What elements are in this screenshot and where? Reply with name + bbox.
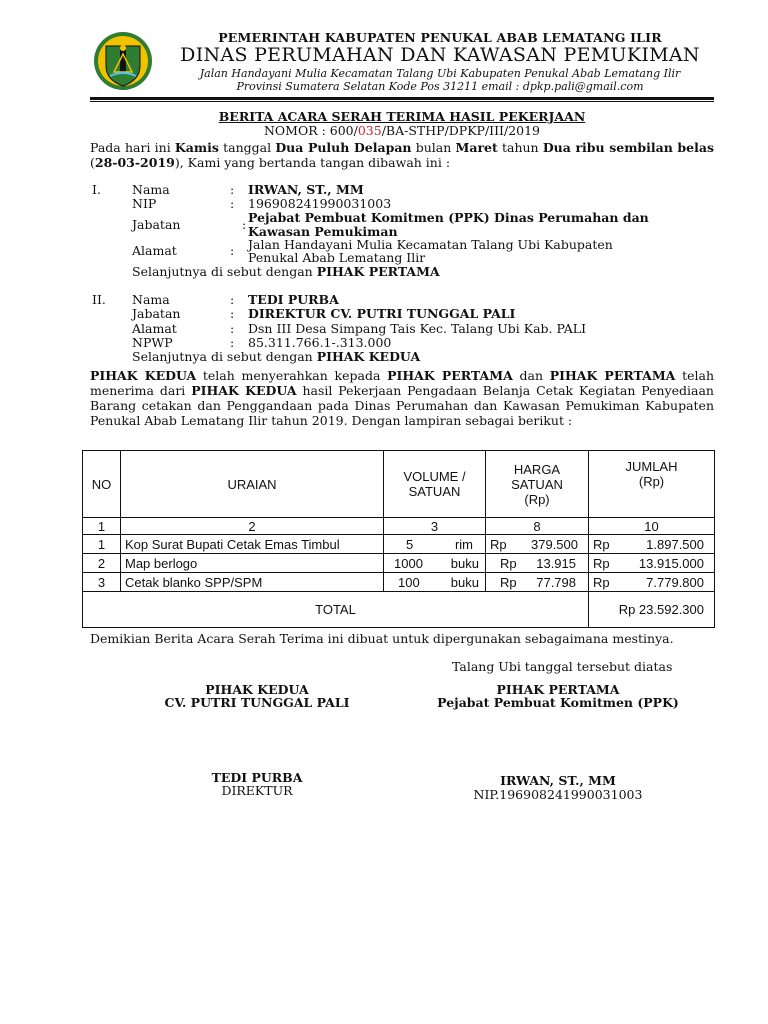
document-number	[90, 123, 714, 138]
row-volume	[384, 554, 486, 573]
sign-right-nip: NIP.196908241990031003	[473, 787, 643, 802]
sign-left-name: TEDI PURBA	[211, 770, 303, 785]
row-jumlah	[589, 554, 715, 573]
row-harga-value: 13.915	[536, 555, 576, 571]
column-number: 2	[121, 518, 384, 535]
row-unit: rim	[454, 536, 473, 552]
colon: :	[230, 292, 235, 307]
document-title: BERITA ACARA SERAH TERIMA HASIL PEKERJAAN	[218, 109, 586, 124]
currency: Rp	[593, 574, 610, 590]
number-suffix: /BA-STHP/DPKP/III/2019	[381, 123, 541, 138]
column-number-row	[83, 518, 715, 535]
header-jumlah-line: JUMLAH	[625, 459, 678, 474]
column-number: 10	[589, 518, 715, 535]
header-harga-line: HARGA	[513, 461, 561, 477]
row-jumlah-value: 1.897.500	[646, 536, 704, 552]
row-harga-value: 379.500	[531, 536, 578, 552]
text: Pada hari ini	[90, 140, 175, 155]
row-jumlah	[589, 535, 715, 554]
text: tahun	[497, 140, 543, 155]
regency-shield-emblem-icon	[92, 30, 154, 92]
text: tanggal	[218, 140, 276, 155]
text: Selanjutnya di sebut dengan	[132, 264, 317, 279]
handover-paragraph	[90, 368, 714, 428]
row-harga	[486, 554, 589, 573]
party-1-jabatan-1: Pejabat Pembuat Komitmen (PPK) Dinas Perumahan dan	[248, 210, 649, 225]
row-jumlah	[589, 573, 715, 592]
letterhead-address-2	[170, 80, 710, 93]
header-harga	[486, 451, 589, 518]
header-jumlah-line: (Rp)	[638, 474, 665, 489]
colon: :	[230, 306, 235, 321]
email-link[interactable]: dpkp.pali@gmail.com	[522, 80, 644, 93]
number-highlight: 035	[357, 123, 382, 138]
party-1-nip: 196908241990031003	[248, 196, 392, 211]
letterhead-rule-thin	[90, 101, 714, 102]
text: ), Kami yang bertanda tangan dibawah ini :	[174, 155, 451, 170]
party-1-designation	[132, 264, 440, 279]
currency: Rp	[490, 536, 507, 552]
total-value: Rp 23.592.300	[589, 592, 715, 628]
party-2-jabatan: DIREKTUR CV. PUTRI TUNGGAL PALI	[248, 306, 516, 321]
row-uraian: Kop Surat Bupati Cetak Emas Timbul	[121, 535, 384, 554]
place-date: Talang Ubi tanggal tersebut diatas	[452, 659, 673, 674]
sign-left-title: PIHAK KEDUA	[205, 682, 309, 697]
row-harga	[486, 573, 589, 592]
row-uraian: Cetak blanko SPP/SPM	[121, 573, 384, 592]
text: telah menerima dari	[90, 368, 715, 398]
party-1-jabatan-label: Jabatan	[132, 217, 181, 232]
letterhead-rule-thick	[90, 97, 714, 100]
day: Kamis	[174, 140, 219, 155]
party-1-nama: IRWAN, ST., MM	[248, 182, 364, 197]
text: Selanjutnya di sebut dengan	[132, 349, 317, 364]
party-2-npwp-label: NPWP	[132, 335, 173, 350]
table-row	[83, 573, 715, 592]
row-no: 1	[83, 535, 121, 554]
text: (	[90, 155, 95, 170]
header-volume-line: SATUAN	[408, 484, 461, 499]
colon: :	[230, 196, 235, 211]
party-1-role: PIHAK PERTAMA	[316, 264, 440, 279]
party-2-alamat-label: Alamat	[132, 321, 177, 336]
party: PIHAK PERTAMA	[549, 368, 676, 383]
row-jumlah-value: 13.915.000	[638, 555, 704, 571]
party-2-roman: II.	[92, 292, 106, 307]
party-1-alamat-2: Penukal Abab Lematang Ilir	[248, 250, 426, 265]
party-1-nama-label: Nama	[132, 182, 170, 197]
row-qty: 1000	[394, 555, 423, 571]
row-unit: buku	[450, 574, 479, 590]
party-2-nama-label: Nama	[132, 292, 170, 307]
currency: Rp	[593, 536, 610, 552]
letterhead-government: PEMERINTAH KABUPATEN PENUKAL ABAB LEMATANG ILIR	[218, 30, 662, 45]
party-2-role: PIHAK KEDUA	[316, 349, 421, 364]
sign-right-org: Pejabat Pembuat Komitmen (PPK)	[437, 695, 679, 710]
month: Maret	[455, 140, 498, 155]
text: hasil Pekerjaan Pengadaan Belanja Cetak Kegiatan Penyediaan Barang cetakan dan Penggandaan pada Dinas Perumahan dan Kawasan Pemukiman Kabupaten Penukal Abab Lematang Ilir tahun 2019. Dengan lampiran sebagai berikut :	[90, 383, 714, 428]
party-1-alamat-1: Jalan Handayani Mulia Kecamatan Talang Ubi Kabupaten	[248, 237, 613, 252]
row-qty: 5	[406, 536, 414, 552]
header-jumlah	[589, 451, 715, 518]
date-words: Dua Puluh Delapan	[275, 140, 412, 155]
number-prefix: NOMOR : 600/	[263, 123, 358, 138]
header-uraian: URAIAN	[121, 451, 384, 518]
row-no: 3	[83, 573, 121, 592]
column-number: 1	[83, 518, 121, 535]
party-1-nip-label: NIP	[132, 196, 157, 211]
items-table	[82, 450, 715, 628]
party-2-npwp: 85.311.766.1-.313.000	[248, 335, 392, 350]
row-harga	[486, 535, 589, 554]
row-qty: 100	[398, 574, 420, 590]
row-uraian: Map berlogo	[121, 554, 384, 573]
party-1-roman: I.	[92, 182, 101, 197]
header-volume-line: VOLUME /	[403, 469, 466, 484]
sign-left-org: CV. PUTRI TUNGGAL PALI	[164, 695, 350, 710]
closing-paragraph: Demikian Berita Acara Serah Terima ini dibuat untuk dipergunakan sebagaimana mestinya.	[90, 631, 674, 646]
column-number: 8	[486, 518, 589, 535]
column-number: 3	[384, 518, 486, 535]
party: PIHAK KEDUA	[191, 383, 297, 398]
currency: Rp	[500, 574, 517, 590]
colon: :	[230, 335, 235, 350]
row-volume	[384, 573, 486, 592]
party-2-alamat: Dsn III Desa Simpang Tais Kec. Talang Ubi Kab. PALI	[248, 321, 587, 336]
header-no: NO	[83, 451, 121, 518]
party-1-alamat-label: Alamat	[132, 243, 177, 258]
party-2-nama: TEDI PURBA	[248, 292, 339, 307]
table-row	[83, 554, 715, 573]
row-volume	[384, 535, 486, 554]
text: telah menyerahkan kepada	[196, 368, 388, 383]
table-row	[83, 535, 715, 554]
address-province: Provinsi Sumatera Selatan Kode Pos 31211 email :	[236, 80, 523, 93]
header-harga-line: (Rp)	[524, 491, 550, 507]
sign-right-name: IRWAN, ST., MM	[500, 773, 616, 788]
currency: Rp	[593, 555, 610, 571]
text: dan	[512, 368, 550, 383]
header-volume	[384, 451, 486, 518]
letterhead-agency: DINAS PERUMAHAN DAN KAWASAN PEMUKIMAN	[180, 44, 700, 66]
colon: :	[230, 243, 235, 258]
header-harga-line: SATUAN	[511, 476, 563, 492]
row-unit: buku	[450, 555, 479, 571]
row-harga-value: 77.798	[536, 574, 576, 590]
party-2-designation	[132, 349, 420, 364]
letterhead-address: Jalan Handayani Mulia Kecamatan Talang Ubi Kabupaten Penukal Abab Lematang Ilir	[199, 67, 681, 80]
sign-left-role: DIREKTUR	[221, 783, 293, 798]
colon: :	[230, 321, 235, 336]
row-jumlah-value: 7.779.800	[646, 574, 704, 590]
table-total-row	[83, 592, 715, 628]
party-2-jabatan-label: Jabatan	[132, 306, 181, 321]
year-words: Dua ribu sembilan belas	[542, 140, 715, 155]
party-1-jabatan-2: Kawasan Pemukiman	[248, 224, 398, 239]
sign-right-title: PIHAK PERTAMA	[496, 682, 620, 697]
row-no: 2	[83, 554, 121, 573]
text: bulan	[411, 140, 456, 155]
colon: :	[242, 217, 247, 232]
table-header-row	[83, 451, 715, 518]
total-label: TOTAL	[83, 592, 589, 628]
currency: Rp	[500, 555, 517, 571]
party: PIHAK PERTAMA	[387, 368, 513, 383]
colon: :	[230, 182, 235, 197]
date-numeric: 28-03-2019	[94, 155, 175, 170]
opening-paragraph	[90, 140, 714, 170]
party: PIHAK KEDUA	[90, 368, 197, 383]
